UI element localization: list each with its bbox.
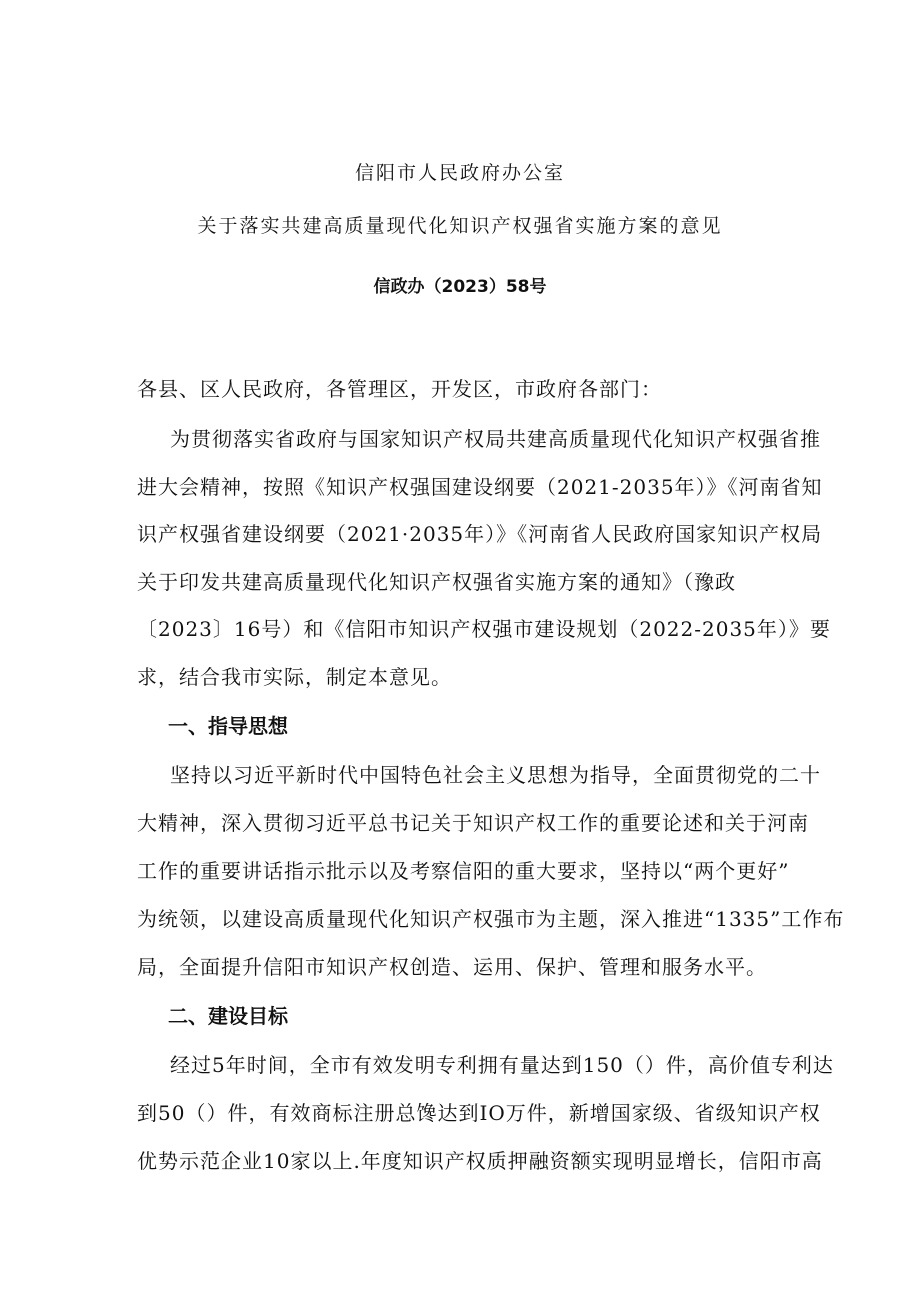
section1-line: 坚持以习近平新时代中国特色社会主义思想为指导，全面贯彻党的二十 bbox=[170, 763, 821, 787]
section1-line: 大精神，深入贯彻习近平总书记关于知识产权工作的重要论述和关于河南 bbox=[137, 811, 809, 835]
section-heading-construction-goals: 二、建设目标 bbox=[168, 1004, 288, 1028]
issuer-title: 信阳市人民政府办公室 bbox=[354, 162, 565, 184]
section1-line: 局，全面提升信阳市知识产权创造、运用、保护、管理和服务水平。 bbox=[137, 955, 767, 979]
salutation: 各县、区人民政府，各管理区，开发区，市政府各部门： bbox=[137, 377, 662, 401]
document-number: 信政办（2023）58号 bbox=[373, 277, 547, 297]
intro-line: 识产权强省建设纲要（2021·2035年）》《河南省人民政府国家知识产权局 bbox=[137, 522, 823, 546]
section2-line: 到50（）件，有效商标注册总馋达到IO万件，新增国家级、省级知识产权 bbox=[137, 1101, 821, 1125]
section-heading-guiding-ideology: 一、指导思想 bbox=[168, 714, 288, 738]
section1-line: 工作的重要讲话指示批示以及考察信阳的重大要求，坚持以“两个更好” bbox=[137, 859, 790, 883]
intro-line: 〔2023〕16号）和《信阳市知识产权强市建设规划（2022-2035年）》要 bbox=[137, 617, 831, 641]
document-title: 关于落实共建高质量现代化知识产权强省实施方案的意见 bbox=[197, 215, 723, 237]
intro-line: 关于印发共建高质量现代化知识产权强省实施方案的通知》（豫政 bbox=[137, 570, 736, 594]
section2-line: 经过5年时间，全市有效发明专利拥有量达到150（）件，高价值专利达 bbox=[170, 1053, 834, 1077]
intro-line: 进大会精神，按照《知识产权强国建设纲要（2021-2035年）》《河南省知 bbox=[137, 475, 823, 499]
section1-line: 为统领，以建设高质量现代化知识产权强市为主题，深入推进“1335”工作布 bbox=[137, 907, 845, 931]
section2-line: 优势示范企业10家以上.年度知识产权质押融资额实现明显增长，信阳市高 bbox=[137, 1149, 823, 1173]
intro-line: 为贯彻落实省政府与国家知识产权局共建高质量现代化知识产权强省推 bbox=[170, 427, 821, 451]
intro-line: 求，结合我市实际，制定本意见。 bbox=[137, 665, 452, 689]
